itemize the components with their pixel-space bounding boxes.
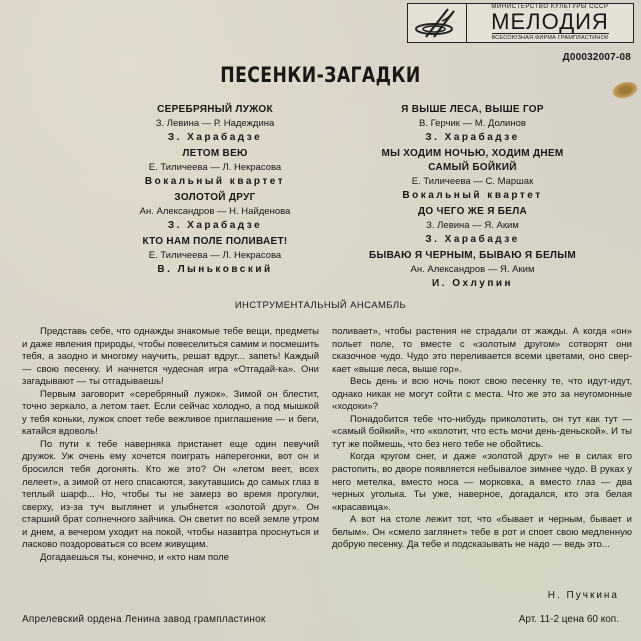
brand-subtitle: ВСЕСОЮЗНАЯ ФИРМА ГРАМПЛАСТИНОК [491, 35, 609, 41]
track-list-side-2 [330, 103, 615, 293]
track-title: СЕРЕБРЯНЫЙ ЛУЖОК [157, 104, 273, 115]
paragraph: Первым заговорит «серебряный лужок». Зимой он блестит, точно зеркало, а летом тает. Если сейчас холодно, а под мышкой у тебя коньки, лужок споет тебе вежливое приглашение — и беги, катайся вдоволь! [22, 388, 319, 438]
track-title: БЫВАЮ Я ЧЕРНЫМ, БЫВАЮ Я БЕЛЫМ [369, 250, 576, 261]
track-authors: Ан. Александров — Я. Аким [410, 264, 535, 275]
track-performer: З. Харабадзе [425, 234, 520, 245]
track-item [95, 103, 335, 145]
track-performer: И. Охлупин [431, 278, 514, 289]
catalog-number: Д00032007-08 [562, 52, 631, 63]
track-item [330, 103, 615, 145]
track-title: МЫ ХОДИМ НОЧЬЮ, ХОДИМ ДНЕМ [381, 148, 564, 159]
track-authors: В. Герчик — М. Долинов [419, 118, 526, 129]
liner-notes-right [332, 326, 632, 552]
track-title: ДО ЧЕГО ЖЕ Я БЕЛА [417, 206, 528, 217]
track-performer: Вокальный квартет [144, 176, 286, 187]
track-performer: Вокальный квартет [402, 190, 543, 201]
melodiya-logo [407, 3, 634, 43]
track-title: КТО НАМ ПОЛЕ ПОЛИВАЕТ! [142, 236, 288, 247]
track-authors: З. Левина — Я. Аким [426, 220, 519, 231]
track-title-secondary: САМЫЙ БОЙКИЙ [428, 162, 517, 173]
track-authors: Е. Тиличеева — Л. Некрасова [148, 162, 282, 173]
paragraph: Понадобится тебе что-нибудь приколотить, он тут как тут — «самый бойкий», что «колотит, что есть мочи день-деньской». И ты тут же поймешь, что без него тебе не обойтись. [332, 413, 632, 450]
track-item [330, 249, 615, 291]
track-authors: Е. Тиличеева — С. Маршак [411, 176, 534, 187]
track-list-side-1 [95, 103, 335, 279]
track-authors: Е. Тиличеева — Л. Некрасова [148, 250, 282, 261]
price: Арт. 11-2 цена 60 коп. [518, 614, 619, 625]
paragraph: поливает», чтобы растения не страдали от жажды. А когда «он» польет поле, то вместе с «золотым другом» сотворят они сказочное чудо. Чудо это переливается всеми цветами, оно сверкает «выше леса, выше гор». [332, 326, 632, 375]
melodiya-emblem-icon [408, 4, 467, 42]
paragraph: Представь себе, что однажды знакомые тебе вещи, предметы и даже явления природы, чтобы повеселиться самим и посмешить тебя, а заодно и многому научить, решат вдруг... запеть! Каждый — свою песенку. И начнется чудесная игра «Отгадай-ка». Они загадывают — ты отгадываешь! [22, 326, 319, 388]
paper-stain [610, 79, 639, 101]
paragraph: По пути к тебе наверняка пристанет еще один певучий дружок. Уж очень ему хочется поиграть наперегонки, вот он и бросился тебя догонять. Кто же это? Он «летом веет, всех лелеет», а зимой от него спасаются, закутавшись до самых глаз в теплый шарф... Но, чтобы ты не замерз во время прогулки, сверху, из-за туч выглянет и улыбнется «золотой друг». Он старший брат солнечного зайчика. Он светит по всей земле утром и днем, а вечером уходит на покой, чтобы назавтра проснуться и ласково поздороваться со всем живущим. [22, 438, 319, 551]
paragraph: А вот на столе лежит тот, что «бывает и черным, бывает и белым». Он «смело заглянет» тебе в рот и споет свою медленную добрую песенку. Да тебе и подсказывать не надо — ведь это... [332, 514, 632, 551]
track-performer: З. Харабадзе [167, 220, 263, 231]
album-title: ПЕСЕНКИ-ЗАГАДКИ [220, 63, 421, 87]
paragraph: Когда кругом снег, и даже «золотой друг» не в силах его растопить, во дворе появляется небывалое зимнее чудо. В руках у него метелка, вместо носа — морковка, а вместо глаз — два черных уголька. Ты уже, наверное, догадался, кто эта белая «красавица». [332, 451, 632, 513]
track-authors: Ан. Александров — Н. Найденова [139, 206, 291, 217]
track-performer: В. Лыньковский [157, 264, 273, 275]
track-performer: З. Харабадзе [167, 132, 263, 143]
paragraph: Весь день и всю ночь поют свою песенку те, что идут-идут, однако никак не могут сойти с места. Что же это за неугомонные «ходоки»? [332, 376, 632, 413]
paragraph: Догадаешься ты, конечно, и «кто нам поле [40, 551, 229, 563]
manufacturer: Апрелевский ордена Ленина завод грампластинок [22, 614, 266, 625]
track-item [95, 235, 335, 277]
track-item [330, 147, 615, 203]
liner-notes-left [22, 326, 319, 564]
brand-name: МЕЛОДИЯ [491, 9, 609, 34]
track-title: ЛЕТОМ ВЕЮ [182, 148, 248, 159]
track-item [330, 205, 615, 247]
track-title: ЗОЛОТОЙ ДРУГ [174, 192, 256, 203]
author-signature: Н. Пучкина [547, 590, 619, 601]
track-performer: З. Харабадзе [425, 132, 520, 143]
ministry-text: МИНИСТЕРСТВО КУЛЬТУРЫ СССР [491, 4, 609, 10]
track-item [95, 191, 335, 233]
track-item [95, 147, 335, 189]
ensemble-credit: ИНСТРУМЕНТАЛЬНЫЙ АНСАМБЛЬ [234, 300, 407, 311]
track-title: Я ВЫШЕ ЛЕСА, ВЫШЕ ГОР [401, 104, 544, 115]
track-authors: З. Левина — Р. Надеждина [155, 118, 275, 129]
